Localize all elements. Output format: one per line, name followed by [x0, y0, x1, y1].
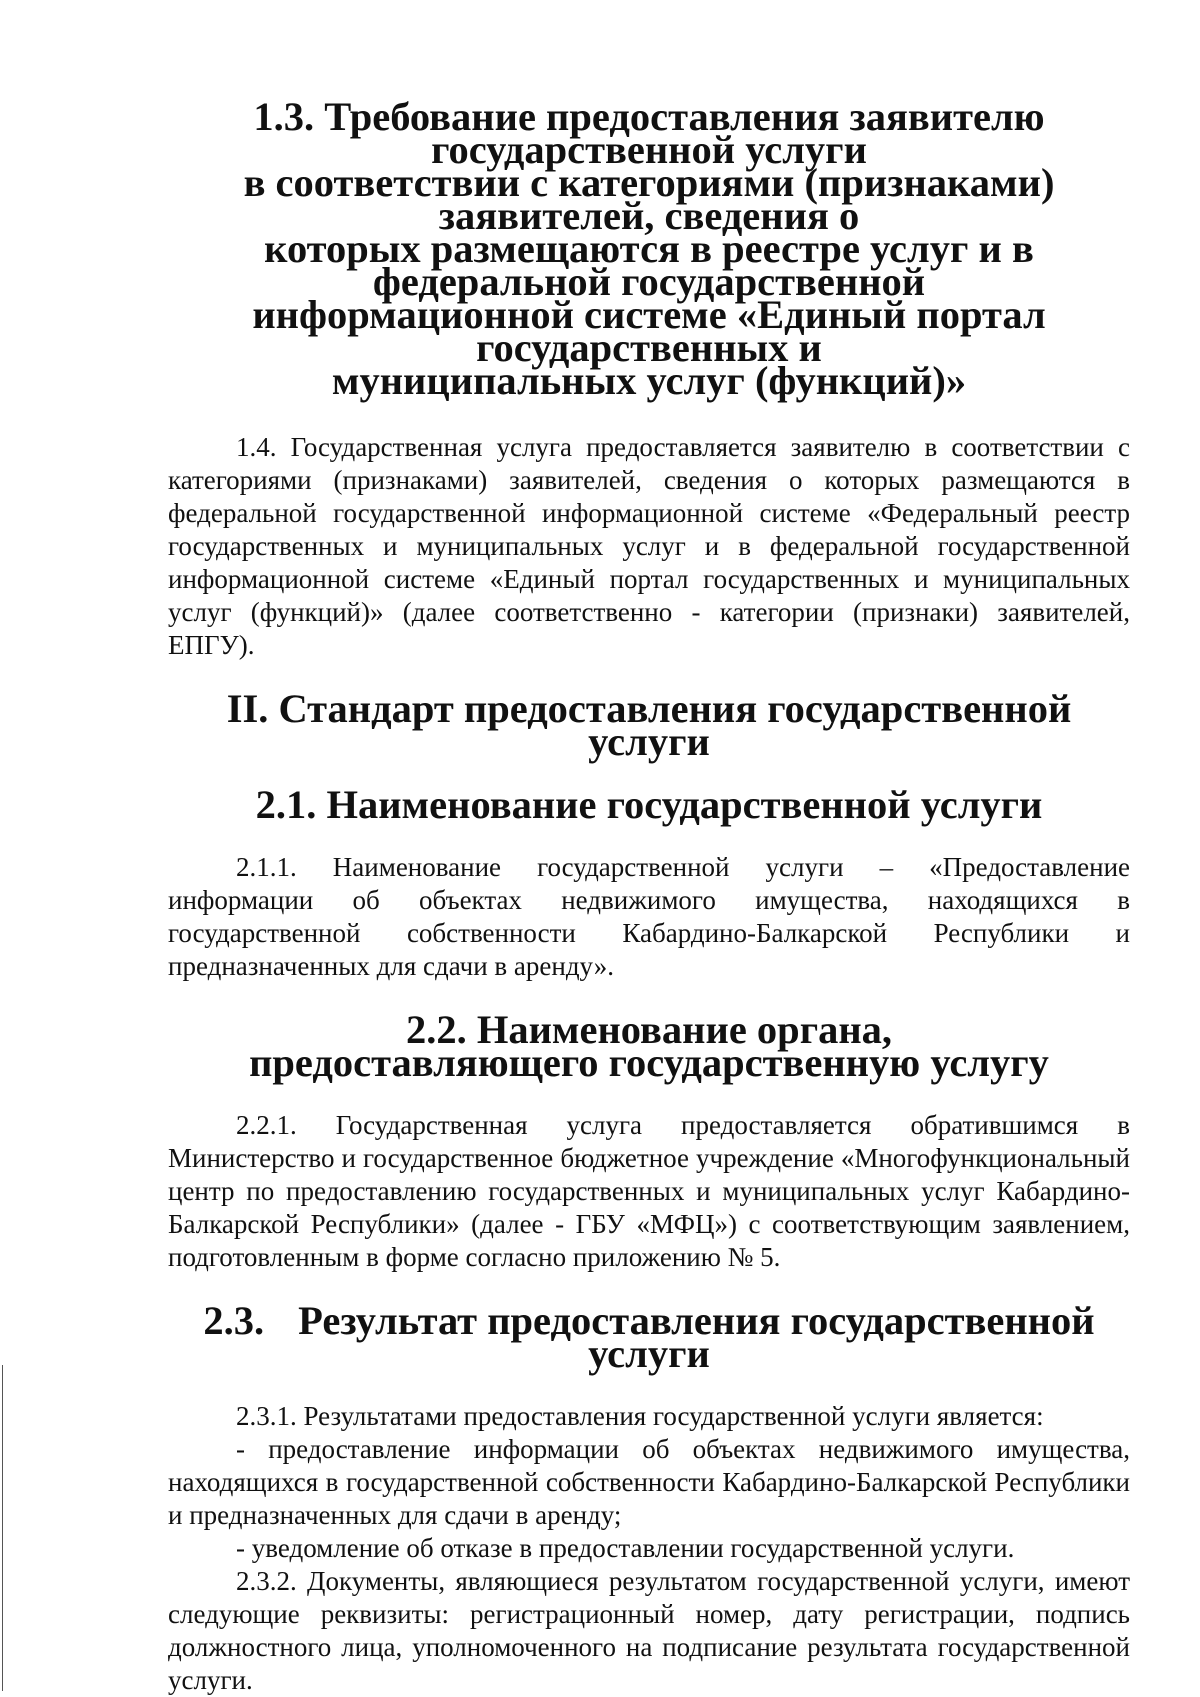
- heading-2-2-line: 2.2. Наименование органа,: [405, 1007, 893, 1052]
- heading-2-2: [168, 1007, 1130, 1085]
- paragraph-2-3-1: 2.3.1. Результатами предоставления государственной услуги является:: [236, 1401, 1044, 1431]
- heading-2-3-text: Результат предоставления государственной услуги: [298, 1298, 1095, 1376]
- heading-1-3-line: муниципальных услуг (функций)»: [331, 358, 967, 403]
- heading-2-2-line: предоставляющего государственную услугу: [249, 1040, 1049, 1085]
- heading-1-3: [168, 94, 1130, 403]
- paragraph-1-4: 1.4. Государственная услуга предоставляется заявителю в соответствии с категориями (признаками) заявителей, сведения о которых размещаются в федеральной государственной информационной системе «Федеральный реестр государственных и муниципальных услуг и в федеральной государственной информационной системе «Единый портал государственных и муниципальных услуг (функций)» (далее соответственно - категории (признаки) заявителей, ЕПГУ).: [168, 432, 1130, 660]
- list-item: - предоставление информации об объектах недвижимого имущества, находящихся в государственной собственности Кабардино-Балкарской Республики и предназначенных для сдачи в аренду;: [168, 1434, 1130, 1530]
- heading-1-3-line: информационной системе «Единый портал государственных и: [252, 292, 1046, 370]
- document-page: [168, 94, 1130, 1697]
- paragraph-2-2-1: 2.2.1. Государственная услуга предоставляется обратившимся в Министерство и государственное бюджетное учреждение «Многофункциональный центр по предоставлению государственных и муниципальных услуг Кабардино-Балкарской Республики» (далее - ГБУ «МФЦ») с соответствующим заявлением, подготовленным в форме согласно приложению № 5.: [168, 1110, 1130, 1272]
- heading-section-ii: II. Стандарт предоставления государственной услуги: [226, 686, 1072, 764]
- paragraph-2-3-2: 2.3.2. Документы, являющиеся результатом государственной услуги, имеют следующие реквизиты: регистрационный номер, дату регистрации, подпись должностного лица, уполномоченного на подписание результата государственной услуги.: [168, 1566, 1130, 1695]
- heading-2-3: [168, 1298, 1130, 1376]
- heading-1-3-line: в соответствии с категориями (признаками) заявителей, сведения о: [243, 160, 1055, 238]
- heading-1-3-line: которых размещаются в реестре услуг и в федеральной государственной: [264, 226, 1034, 304]
- heading-2-3-number: 2.3.: [203, 1298, 265, 1343]
- scan-edge-line: [2, 1365, 3, 1691]
- paragraph-2-1-1: 2.1.1. Наименование государственной услуги – «Предоставление информации об объектах недвижимого имущества, находящихся в государственной собственности Кабардино-Балкарской Республики и предназначенных для сдачи в аренду».: [168, 852, 1130, 981]
- list-item: - уведомление об отказе в предоставлении государственной услуги.: [236, 1533, 1015, 1563]
- heading-2-1: 2.1. Наименование государственной услуги: [255, 782, 1043, 827]
- heading-1-3-line: 1.3. Требование предоставления заявителю государственной услуги: [253, 94, 1045, 172]
